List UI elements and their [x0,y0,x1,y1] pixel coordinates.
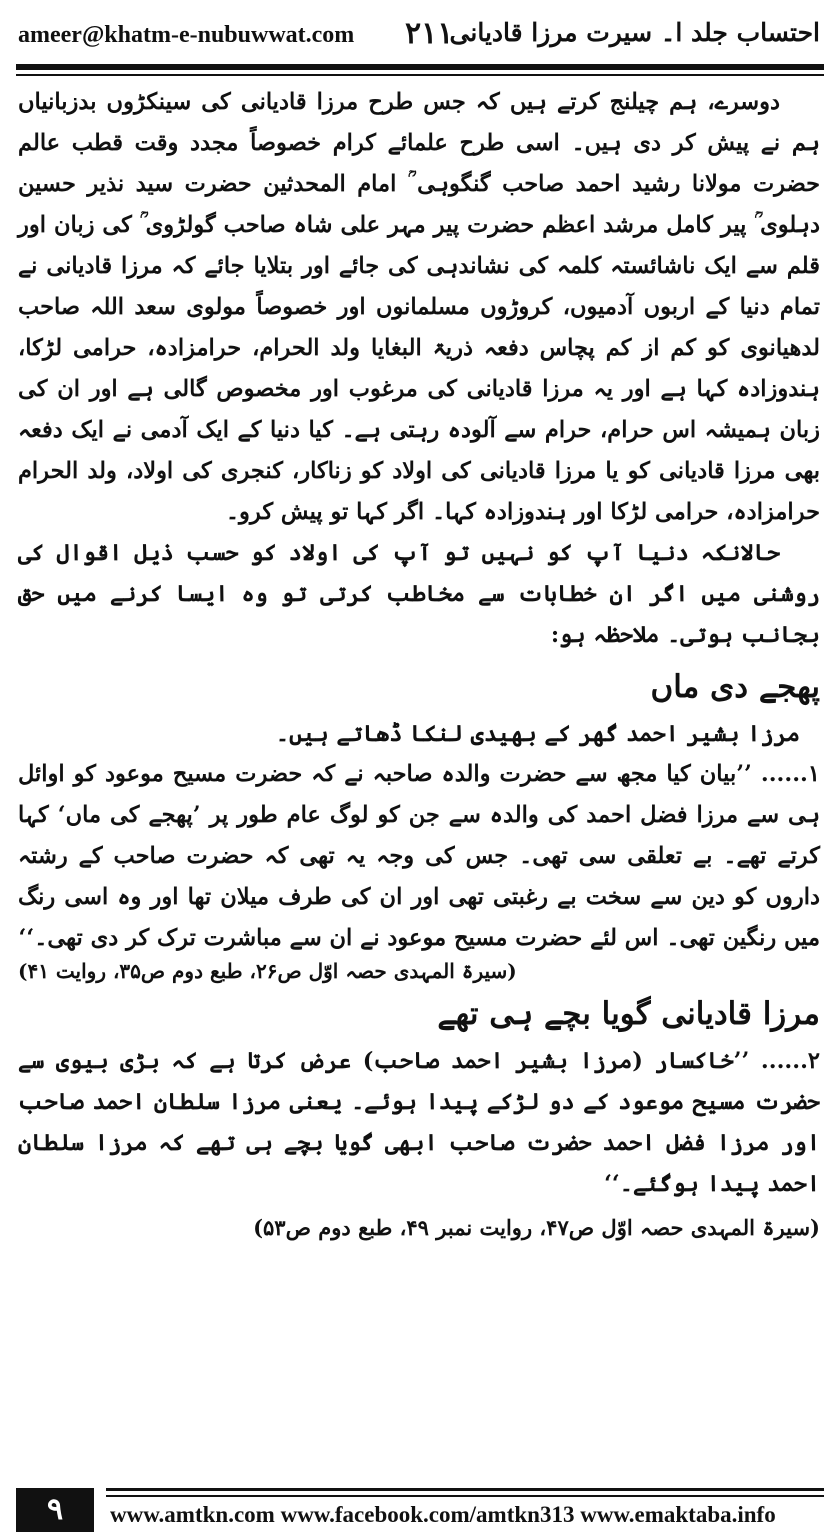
section1-subline: مرزا بشیر احمد گھر کے بھیدی لنکا ڈھاتے ہیں۔ [275,721,800,747]
book-title: احتساب جلد ا۔ سیرت مرزا قادیانی [449,18,820,47]
footer-rule-bottom [106,1495,824,1497]
section1-heading: پھجے دی ماں [650,669,820,705]
section2-heading: مرزا قادیانی گویا بچے ہی تھے [437,996,820,1032]
section1-reference-wrap [18,959,820,983]
page-header [0,0,840,70]
header-rule-thick [16,64,824,70]
section1-body: ۱...... ’’بیان کیا مجھ سے حضرت والدہ صاحبہ نے کہ حضرت مسیح موعود کو اوائل ہی سے مرزا فضل احمد کی والدہ سے جن کو لوگ عام طور پر ’پھجے کی ماں‘ کہا کرتے تھے۔ بے تعلقی سی تھی۔ جس کی وجہ یہ تھی کہ حضرت صاحب کے رشتہ داروں کو دین سے سخت بے رغبتی تھی اور ان کی طرف میلان تھا اور وہ اسی رنگ میں رنگین تھی۔ اس لئے حضرت مسیح موعود نے ان سے مباشرت ترک کر دی تھی۔‘‘ [18,761,820,951]
section2-body: ۲...... ’’خاکسار (مرزا بشیر احمد صاحب) عرض کرتا ہے کہ بڑی بیوی سے حضرت مسیح موعود کے دو لڑکے پیدا ہوئے۔ یعنی مرزا سلطان احمد صاحب اور مرزا فضل احمد حضرت صاحب ابھی گویا بچے ہی تھے کہ مرزا سلطان احمد پیدا ہوگئے۔‘‘ [18,1048,820,1197]
header-email: ameer@khatm-e-nubuwwat.com [18,22,355,48]
page-number: ۲۱۱ [405,16,454,51]
intro-paragraph: دوسرے، ہم چیلنج کرتے ہیں کہ جس طرح مرزا قادیانی کی سینکڑوں بدزبانیاں ہم نے پیش کر دی ہیں۔ اسی طرح علمائے کرام خصوصاً مجدد وقت قطب عالم حضرت مولانا رشید احمد صاحب گنگوہی ؒ امام المحدثین حضرت سید نذیر حسین دہلوی ؒ پیر کامل مرشد اعظم حضرت پیر مہر علی شاہ صاحب گولڑوی ؒ کی زبان اور قلم سے ایک ناشائستہ کلمہ کی نشاندہی کی جائے اور بتلایا جائے کہ مرزا قادیانی نے تمام دنیا کے اربوں آدمیوں، کروڑوں مسلمانوں اور خصوصاً مولوی سعد اللہ صاحب لدھیانوی کو کم از کم پچاس دفعہ ذریۃ البغایا ولد الحرام، حرامزادہ، حرامی لڑکا، ہندوزادہ کہا ہے اور یہ مرزا قادیانی کی مرغوب اور مخصوص گالی ہے اور ان کی زبان ہمیشہ اس حرام، حرام سے آلودہ رہتی ہے۔ کیا دنیا کے ایک آدمی نے ایک دفعہ بھی مرزا قادیانی کو یا مرزا قادیانی کی اولاد کو زناکار، کنجری کی اولاد، ولد الحرام حرامزادہ، حرامی لڑکا اور ہندوزادہ کہا۔ اگر کہا تو پیش کرو۔ [18,89,820,525]
page-footer [16,1488,824,1532]
section2-reference: (سیرۃ المہدی حصہ اوّل ص۴۷، روایت نمبر ۴۹، طبع دوم ص۵۳) [253,1215,820,1240]
footer-rule-top [106,1488,824,1491]
header-rule-thin [16,74,824,76]
footer-links: www.amtkn.com www.facebook.com/amtkn313 www.emaktaba.info [110,1502,776,1527]
footer-number: ۹ [46,1492,64,1527]
section1-reference: (سیرۃ المہدی حصہ اوّل ص۲۶، طبع دوم ص۳۵، روایت ۴۱) [18,959,517,983]
footer-number-box [16,1488,94,1532]
second-paragraph: حالانکہ دنیا آپ کو نہیں تو آپ کی اولاد کو حسب ذیل اقوال کی روشنی میں اگر ان خطابات سے مخاطب کرتی تو وہ ایسا کرنے میں حق بجانب ہوتی۔ ملاحظہ ہو: [18,540,820,648]
page-body [18,82,820,1249]
